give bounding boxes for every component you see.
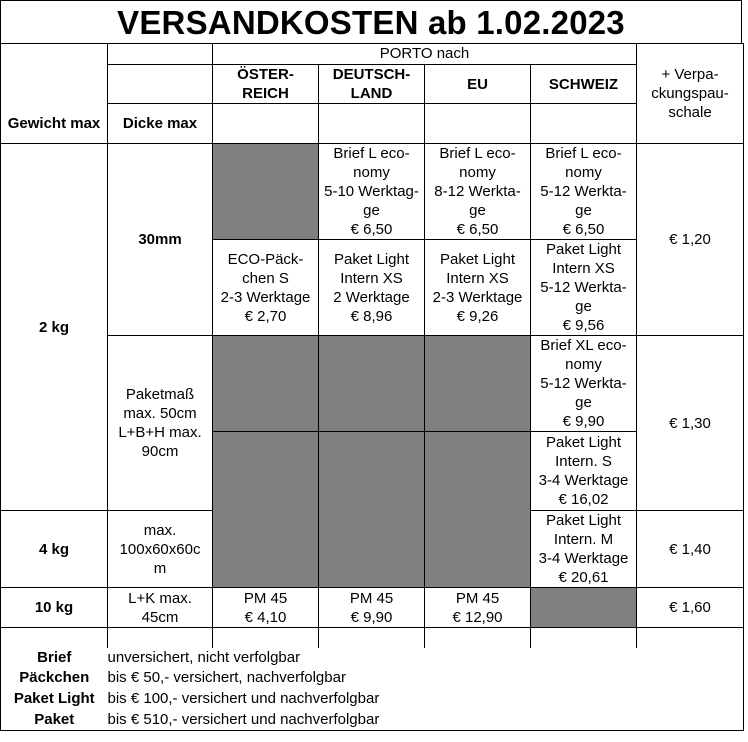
- size-4kg: max. 100x60x60c m: [108, 511, 213, 588]
- spacer-cell: [213, 628, 319, 648]
- paket-m-switzerland: Paket Light Intern. M 3-4 Werktage € 20,61: [531, 511, 637, 588]
- thickness-header: Dicke max: [108, 104, 213, 144]
- unavailable-cell: [531, 588, 637, 628]
- packaging-header: + Verpa- ckungspau- schale: [637, 44, 744, 144]
- unavailable-cell: [425, 432, 531, 588]
- brief-germany: Brief L eco- nomy 5-10 Werktag- ge € 6,50: [319, 144, 425, 240]
- unavailable-cell: [213, 336, 319, 432]
- spacer-cell: [531, 628, 637, 648]
- porto-header: PORTO nach: [213, 44, 637, 65]
- legend-key: Paket Light: [1, 689, 108, 710]
- spacer-cell: [1, 628, 108, 648]
- pm-austria: PM 45 € 4,10: [213, 588, 319, 628]
- brief-eu: Brief L eco- nomy 8-12 Werkta- ge € 6,50: [425, 144, 531, 240]
- col-switzerland: SCHWEIZ: [531, 65, 637, 104]
- brief-xl-switzerland: Brief XL eco- nomy 5-12 Werkta- ge € 9,90: [531, 336, 637, 432]
- size-10kg: L+K max. 45cm: [108, 588, 213, 628]
- col-austria: ÖSTER- REICH: [213, 65, 319, 104]
- size-30mm: 30mm: [108, 144, 213, 336]
- spacer-cell: [425, 628, 531, 648]
- packaging-price-1: € 1,20: [637, 144, 744, 336]
- legend-value: unversichert, nicht verfolgbar: [108, 648, 744, 668]
- unavailable-cell: [213, 144, 319, 240]
- unavailable-cell: [213, 432, 319, 588]
- unavailable-cell: [319, 432, 425, 588]
- paket-xs-switzerland: Paket Light Intern XS 5-12 Werkta- ge € 9,56: [531, 240, 637, 336]
- paket-xs-germany: Paket Light Intern XS 2 Werktage € 8,96: [319, 240, 425, 336]
- weight-4kg: 4 kg: [1, 511, 108, 588]
- page-title: VERSANDKOSTEN ab 1.02.2023: [0, 0, 742, 44]
- packaging-price-4: € 1,60: [637, 588, 744, 628]
- brief-switzerland: Brief L eco- nomy 5-12 Werkta- ge € 6,50: [531, 144, 637, 240]
- paket-s-switzerland: Paket Light Intern. S 3-4 Werktage € 16,02: [531, 432, 637, 511]
- legend-key: Brief: [1, 648, 108, 668]
- weight-header: Gewicht max: [1, 104, 108, 144]
- unavailable-cell: [319, 336, 425, 432]
- header-blank-4: [108, 65, 213, 104]
- shipping-table: [0, 43, 744, 731]
- legend-value: bis € 100,- versichert und nachverfolgbar: [108, 689, 744, 710]
- pm-germany: PM 45 € 9,90: [319, 588, 425, 628]
- paket-xs-eu: Paket Light Intern XS 2-3 Werktage € 9,26: [425, 240, 531, 336]
- col-germany: DEUTSCH- LAND: [319, 65, 425, 104]
- col-eu: EU: [425, 65, 531, 104]
- legend-key: Päckchen: [1, 668, 108, 689]
- weight-10kg: 10 kg: [1, 588, 108, 628]
- eco-austria: ECO-Päck- chen S 2-3 Werktage € 2,70: [213, 240, 319, 336]
- packaging-price-2: € 1,30: [637, 336, 744, 511]
- legend-value: bis € 50,- versichert, nachverfolgbar: [108, 668, 744, 689]
- header-blank-3: [1, 65, 108, 104]
- spacer-cell: [637, 628, 744, 648]
- unavailable-cell: [425, 336, 531, 432]
- packaging-price-3: € 1,40: [637, 511, 744, 588]
- pm-eu: PM 45 € 12,90: [425, 588, 531, 628]
- header-blank-6: [319, 104, 425, 144]
- legend-key: Paket: [1, 710, 108, 731]
- spacer-cell: [319, 628, 425, 648]
- header-blank-1: [1, 44, 108, 65]
- header-blank-8: [531, 104, 637, 144]
- weight-2kg: 2 kg: [1, 144, 108, 511]
- header-blank-5: [213, 104, 319, 144]
- spacer-cell: [108, 628, 213, 648]
- header-blank-7: [425, 104, 531, 144]
- header-blank-2: [108, 44, 213, 65]
- legend-value: bis € 510,- versichert und nachverfolgbar: [108, 710, 744, 731]
- size-package: Paketmaß max. 50cm L+B+H max. 90cm: [108, 336, 213, 511]
